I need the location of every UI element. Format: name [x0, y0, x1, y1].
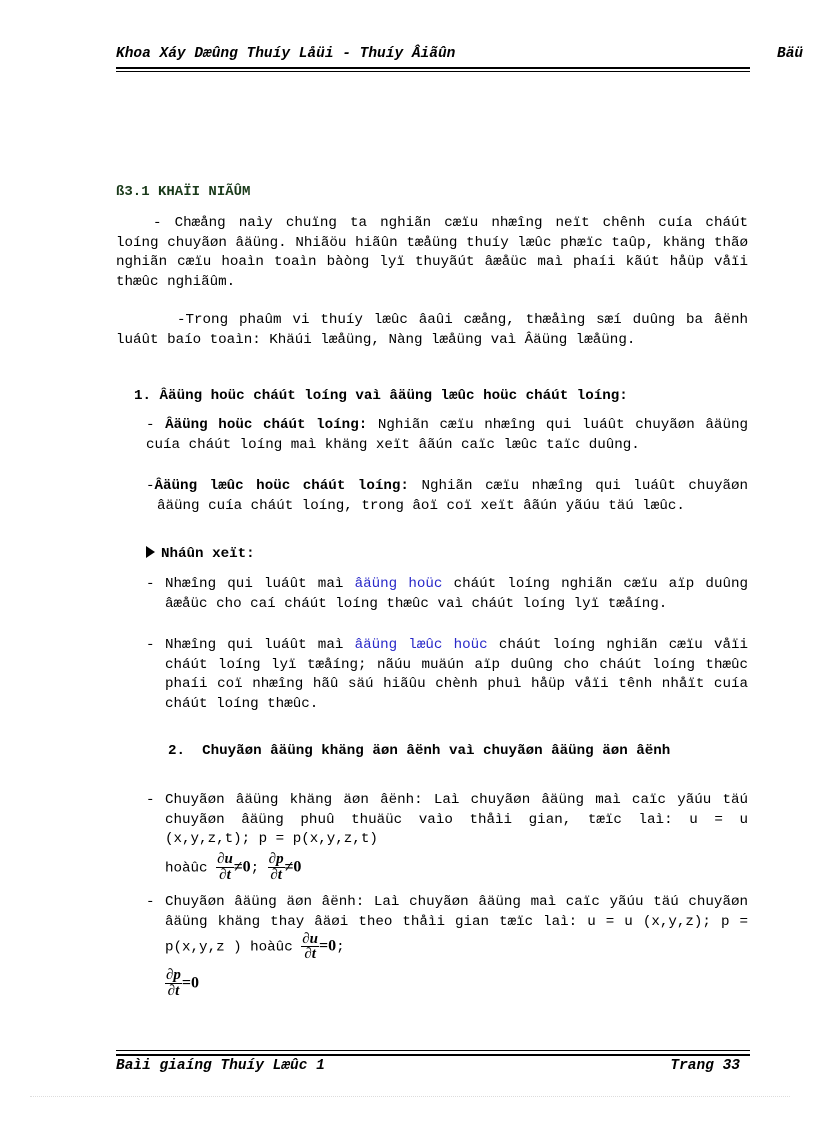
heading-2-text: Chuyãøn âäüng khäng äøn âënh vaì chuyãøn âäüng äøn âënh — [202, 743, 671, 759]
dt-denominator: ∂t — [219, 867, 231, 883]
steady-flow-formula — [165, 968, 199, 999]
unsteady-flow-item — [146, 791, 748, 850]
remark-item-2-before: Nhæîng qui luáût maì — [165, 637, 355, 653]
flow-item-1-dash: - — [146, 792, 155, 808]
remark-item-1-after: cháút loíng nghiãn cæïu aïp duûng âæåüc cho caí cháút loíng thæûc vaì cháút loíng lyï tæåíng. — [165, 576, 748, 612]
du-numerator-2: ∂u — [302, 931, 318, 947]
section-title: ß3.1 KHAÏI NIÃÛM — [116, 184, 251, 200]
remark-item-1-highlight: âäüng hoüc — [354, 576, 443, 592]
page-header — [116, 46, 816, 62]
definition-1-term: Âäüng hoüc cháút loíng: — [165, 417, 368, 433]
remark-item-1-before: Nhæîng qui luáût maì — [165, 576, 355, 592]
intro-paragraph-1: - Chæång naìy chuïng ta nghiãn cæïu nhæîng neït chênh cuía cháút loíng chuyãøn âäüng. Nhiãöu hiãûn tæåüng thuíy læûc phæïc taûp, khäng thãø nghiãn cæïu hoaìn toaìn bàòng lyï thuyãút âæåüc maì phaíi kãút håüp våïi thæûc nghiãûm. — [116, 215, 748, 290]
definition-dynamics — [146, 477, 748, 516]
definition-kinematics — [146, 416, 748, 455]
steady-flow-item — [146, 892, 748, 962]
header-rule-thick — [116, 67, 750, 69]
remark-item-2-highlight: âäüng læûc hoüc — [354, 637, 488, 653]
unsteady-flow-formula — [165, 852, 301, 883]
flow-item-1-or: hoàûc — [165, 860, 208, 877]
heading-1-text: Âäüng hoüc cháút loíng vaì âäüng læûc hoüc cháút loíng: — [159, 388, 628, 404]
header-title: Khoa Xáy Dæûng Thuíy Låüi - Thuíy Âiãûn — [116, 46, 456, 62]
neq-zero-1: ≠0 — [233, 858, 251, 876]
flow-item-2-text: Chuyãøn âäüng äøn âënh: Laì chuyãøn âäüng maì caïc yãúu täú chuyãøn âäüng khäng thay âäøi theo thåìi gian tæïc laì: u = u (x,y,z); p = p(x,y,z ) hoàûc — [165, 894, 748, 956]
neq-zero-2: ≠0 — [284, 858, 302, 876]
definition-2-term: Âäüng læûc hoüc cháút loíng: — [154, 478, 409, 494]
remark-heading — [146, 546, 255, 562]
formula-separator-2: ; — [336, 939, 345, 956]
definition-1-text: Nghiãn cæïu nhæîng qui luáût chuyãøn âäüng cuía cháút loíng maì khäng xeït âãún caïc læûc taïc duûng. — [146, 417, 748, 453]
eq-zero-1: =0 — [319, 937, 337, 955]
heading-2 — [116, 742, 748, 762]
page-edge-divider — [30, 1096, 790, 1097]
remark-item-2 — [146, 636, 749, 714]
footer-rule-thin — [116, 1050, 750, 1051]
dp-dt-fraction-2 — [165, 968, 182, 999]
dt-denominator-3: ∂t — [304, 946, 316, 962]
du-dt-fraction-2 — [301, 932, 319, 961]
eq-zero-2: =0 — [181, 974, 200, 992]
du-numerator: ∂u — [217, 851, 233, 867]
arrow-bullet-icon — [146, 546, 155, 558]
remark-item-2-after: cháút loíng nghiãn cæïu våïi cháút loíng lyï tæåíng; nãúu muäún aïp duûng cho cháút loíng thæûc phaíi coï nhæîng hãû säú hiãûu chènh phuì håüp våïi tênh nhåït cuía cháút loíng thæûc. — [165, 637, 749, 712]
intro-paragraph-2: -Trong phaûm vi thuíy læûc âaûi cæång, thæåìng sæí duûng ba âënh luáût baío toaìn: Khäúi læåüng, Nàng læåüng vaì Âäüng læåüng. — [116, 312, 748, 348]
remark-item-1 — [146, 575, 748, 614]
heading-1 — [134, 388, 628, 404]
dp-dt-fraction — [268, 852, 285, 883]
definition-2-dash: - — [146, 478, 155, 494]
remark-label: Nháûn xeït: — [161, 546, 255, 562]
page-number: Trang 33 — [670, 1058, 740, 1074]
flow-item-1-text: Chuyãøn âäüng khäng äøn âënh: Laì chuyãøn âäüng maì caïc yãúu täú chuyãøn âäüng phuû thuäüc vaìo thåìi gian, tæïc laì: u = u (x,y,z,t); p = p(x,y,z,t) — [165, 792, 748, 848]
flow-item-2-dash: - — [146, 894, 155, 910]
formula-separator-1: ; — [250, 860, 260, 877]
page-footer — [116, 1058, 740, 1074]
heading-1-number: 1. — [134, 388, 152, 404]
definition-1-dash: - — [146, 417, 155, 433]
heading-2-number: 2. — [168, 743, 186, 759]
remark-item-1-dash: - — [146, 576, 155, 592]
remark-item-2-dash: - — [146, 637, 155, 653]
footer-rule-thick — [116, 1054, 750, 1056]
footer-title: Baìi giaíng Thuíy Læûc 1 — [116, 1058, 325, 1074]
definition-2-text: Nghiãn cæïu nhæîng qui luáût chuyãøn âäüng cuía cháút loíng, trong âoï coï xeït âãún yãúu täú læûc. — [157, 478, 748, 514]
dp-numerator: ∂p — [268, 851, 284, 867]
dt-denominator-4: ∂t — [167, 983, 180, 999]
dp-numerator-2: ∂p — [166, 967, 181, 983]
dt-denominator-2: ∂t — [270, 867, 282, 883]
header-right: Bäü — [777, 46, 804, 62]
du-dt-fraction — [216, 852, 234, 883]
header-rule-thin — [116, 71, 750, 72]
